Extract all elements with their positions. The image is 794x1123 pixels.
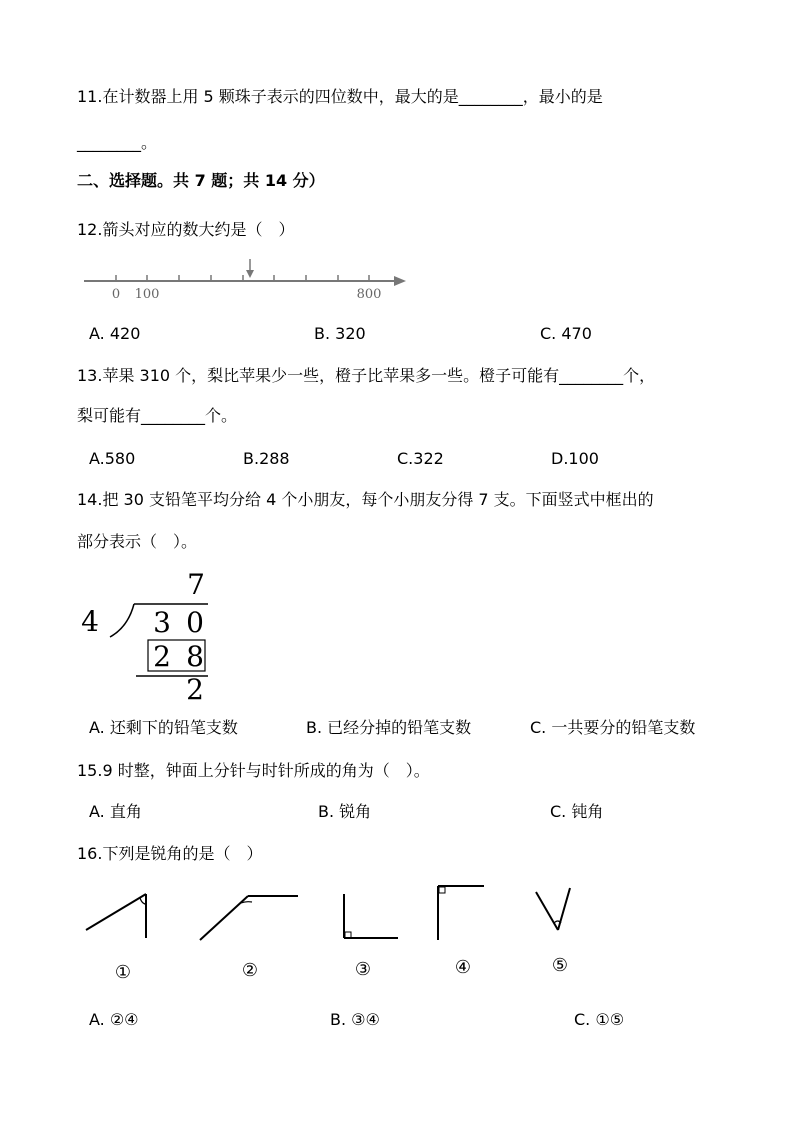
q13-option-d[interactable]: D.100 [551, 449, 599, 468]
q13-option-a[interactable]: A.580 [89, 449, 136, 468]
arrow-down-icon [246, 259, 254, 278]
product-digit-2: 8 [186, 640, 204, 673]
q16-option-c[interactable]: C. ①⑤ [574, 1010, 625, 1029]
section-heading: 二、选择题。共 7 题；共 14 分） [77, 171, 325, 190]
q13-option-b[interactable]: B.288 [243, 449, 290, 468]
q14-line-1: 14.把 30 支铅笔平均分给 4 个小朋友，每个小朋友分得 7 支。下面竖式中框出的 [77, 490, 654, 509]
q15-option-c[interactable]: C. 钝角 [550, 802, 604, 821]
figure-label-4: ④ [454, 957, 472, 978]
division-quotient: 7 [187, 568, 205, 601]
q11-line-2: ________。 [77, 133, 158, 152]
dividend-digit-2: 0 [186, 606, 204, 639]
figure-label-1: ① [114, 962, 132, 983]
q12-option-b[interactable]: B. 320 [314, 324, 366, 343]
numberline-label-100: 100 [134, 287, 160, 302]
numberline-label-800: 800 [356, 287, 382, 302]
long-division [78, 565, 218, 705]
division-divisor: 4 [81, 605, 99, 638]
q16-stem: 16.下列是锐角的是（ ） [77, 844, 263, 863]
q15-option-b[interactable]: B. 锐角 [318, 802, 372, 821]
q14-option-b[interactable]: B. 已经分掉的铅笔支数 [306, 718, 472, 737]
q12-option-c[interactable]: C. 470 [540, 324, 592, 343]
q16-option-b[interactable]: B. ③④ [330, 1010, 380, 1029]
angle-figure-4 [438, 886, 484, 940]
division-remainder: 2 [186, 673, 204, 706]
angle-figure-3 [344, 894, 398, 938]
figure-label-5: ⑤ [551, 955, 569, 976]
product-digit-1: 2 [153, 640, 171, 673]
q12-option-a[interactable]: A. 420 [89, 324, 141, 343]
q15-option-a[interactable]: A. 直角 [89, 802, 142, 821]
q13-line-1: 13.苹果 310 个，梨比苹果少一些，橙子比苹果多一些。橙子可能有________个， [77, 366, 656, 385]
angle-figures [78, 878, 578, 986]
angle-figure-5 [536, 888, 570, 930]
q12-stem: 12.箭头对应的数大约是（ ） [77, 220, 295, 239]
q16-option-a[interactable]: A. ②④ [89, 1010, 139, 1029]
figure-label-3: ③ [354, 959, 372, 980]
numberline-label-0: 0 [111, 287, 121, 302]
q13-option-c[interactable]: C.322 [397, 449, 444, 468]
number-line [80, 255, 410, 305]
angle-figure-2 [200, 896, 298, 940]
q15-stem: 15.9 时整，钟面上分针与时针所成的角为（ ）。 [77, 761, 430, 780]
figure-label-2: ② [241, 960, 259, 981]
dividend-digit-1: 3 [153, 606, 171, 639]
q13-line-2: 梨可能有________个。 [77, 406, 238, 425]
q14-line-2: 部分表示（ ）。 [77, 532, 198, 551]
q14-option-a[interactable]: A. 还剩下的铅笔支数 [89, 718, 238, 737]
q14-option-c[interactable]: C. 一共要分的铅笔支数 [530, 718, 696, 737]
angle-figure-1 [86, 894, 146, 938]
q11-line-1: 11.在计数器上用 5 颗珠子表示的四位数中，最大的是________，最小的是 [77, 87, 603, 106]
